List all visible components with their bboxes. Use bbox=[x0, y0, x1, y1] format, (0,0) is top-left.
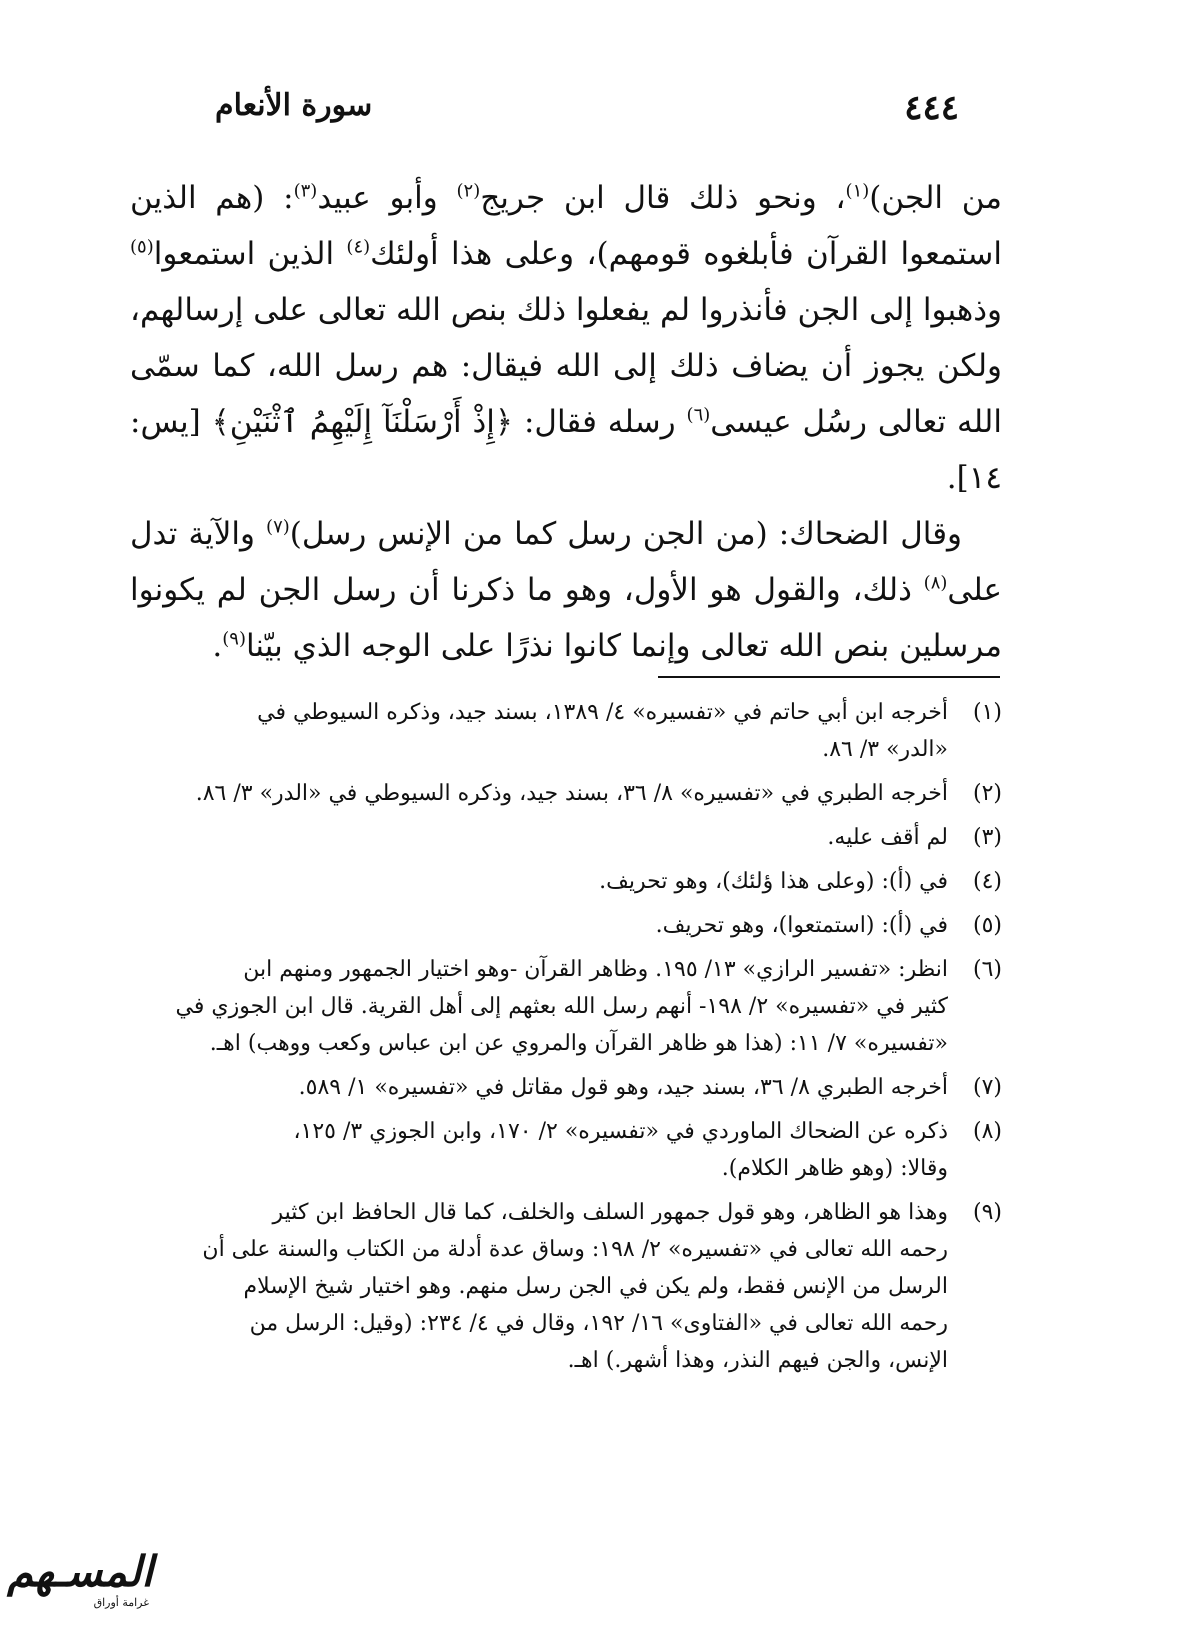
text-segment: الذين استمعوا bbox=[153, 236, 347, 272]
footnote-ref: (١) bbox=[845, 180, 870, 202]
footnote-number: (٣) bbox=[972, 825, 1002, 850]
stamp-caption: غرامة أوراق bbox=[93, 1596, 149, 1609]
footnote-ref: (٢) bbox=[456, 180, 481, 202]
footnote-line: في (أ): (وعلى هذا ؤلئك)، وهو تحريف. bbox=[599, 869, 948, 894]
footnote-ref: (٩) bbox=[222, 628, 246, 650]
footnote-number: (٤) bbox=[972, 869, 1002, 894]
text-segment: والآية تدل على bbox=[130, 516, 1002, 608]
footnote bbox=[130, 863, 1002, 900]
footnote-line: رحمه الله تعالى في «تفسيره» ٢/ ١٩٨: وساق عدة أدلة من الكتاب والسنة على أن bbox=[202, 1237, 948, 1262]
footnote bbox=[130, 907, 1002, 944]
main-text bbox=[130, 170, 1002, 674]
footnote bbox=[130, 694, 1002, 768]
footnotes bbox=[130, 694, 1002, 1386]
footnote-divider bbox=[658, 676, 1000, 678]
footnote-ref: (٤) bbox=[346, 236, 371, 258]
text-segment: . bbox=[212, 628, 223, 664]
footnote-line: ذكره عن الضحاك الماوردي في «تفسيره» ٢/ ١٧٠، وابن الجوزي ٣/ ١٢٥، bbox=[293, 1119, 948, 1144]
footnote-line: وهذا هو الظاهر، وهو قول جمهور السلف والخلف، كما قال الحافظ ابن كثير bbox=[272, 1200, 948, 1225]
footnote-line: انظر: «تفسير الرازي» ١٣/ ١٩٥. وظاهر القرآن -وهو اختيار الجمهور ومنهم ابن bbox=[243, 957, 948, 982]
text-segment: وقال الضحاك: (من الجن رسل كما من الإنس رسل) bbox=[289, 516, 962, 552]
footnote-line: أخرجه الطبري في «تفسيره» ٨/ ٣٦، بسند جيد، وذكره السيوطي في «الدر» ٣/ ٨٦. bbox=[195, 781, 948, 806]
text-segment: ذلك، والقول هو الأول، وهو ما ذكرنا أن رسل الجن لم يكونوا مرسلين بنص الله تعالى وإنما كانوا نذرًا على الوجه الذي بيّنا bbox=[130, 572, 1002, 664]
library-stamp bbox=[7, 1547, 153, 1618]
footnote-ref: (٧) bbox=[266, 516, 290, 538]
footnote-line: رحمه الله تعالى في «الفتاوى» ١٦/ ١٩٢، وقال في ٤/ ٢٣٤: (وقيل: الرسل من bbox=[249, 1311, 948, 1336]
footnote bbox=[130, 1069, 1002, 1106]
footnote-line: أخرجه الطبري ٨/ ٣٦، بسند جيد، وهو قول مقاتل في «تفسيره» ١/ ٥٨٩. bbox=[298, 1075, 948, 1100]
footnote-line: أخرجه ابن أبي حاتم في «تفسيره» ٤/ ١٣٨٩، بسند جيد، وذكره السيوطي في bbox=[257, 700, 948, 725]
footnote-number: (٢) bbox=[972, 781, 1002, 806]
quran-quote: رسله فقال: ﴿إِذْ أَرْسَلْنَآ إِلَيْهِمُ ٱثْنَيْنِ﴾ [يس: ١٤]. bbox=[130, 404, 1002, 496]
footnote-line: «تفسيره» ٧/ ١١: (هذا هو ظاهر القرآن والمروي عن ابن عباس وكعب ووهب) اهـ. bbox=[209, 1031, 948, 1056]
paragraph bbox=[130, 506, 1002, 674]
footnote-line: في (أ): (استمتعوا)، وهو تحريف. bbox=[655, 913, 948, 938]
footnote-ref: (٨) bbox=[923, 572, 948, 594]
page-header bbox=[215, 88, 959, 138]
footnote-line: الإنس، والجن فيهم النذر، وهذا أشهر.) اهـ. bbox=[567, 1348, 948, 1373]
footnote-number: (٥) bbox=[972, 913, 1002, 938]
footnote bbox=[130, 819, 1002, 856]
footnote bbox=[130, 1194, 1002, 1379]
text-segment: : (هم الذين استمعوا القرآن فأبلغوه قومهم)، وعلى هذا أولئك bbox=[130, 180, 1002, 272]
footnote-number: (٩) bbox=[972, 1200, 1002, 1225]
footnote-number: (١) bbox=[972, 700, 1002, 725]
footnote-line: الرسل من الإنس فقط، ولم يكن في الجن رسل منهم. وهو اختيار شيخ الإسلام bbox=[243, 1274, 948, 1299]
page-number: ٤٤٤ bbox=[904, 88, 959, 128]
footnote-ref: (٣) bbox=[293, 180, 318, 202]
footnote-ref: (٦) bbox=[686, 404, 711, 426]
text-segment: من الجن) bbox=[869, 180, 1002, 216]
footnote-ref: (٥) bbox=[130, 236, 154, 258]
footnote-number: (٧) bbox=[972, 1075, 1002, 1100]
footnote-number: (٦) bbox=[972, 957, 1002, 982]
surah-title: سورة الأنعام bbox=[215, 88, 373, 123]
text-segment: ، ونحو ذلك قال ابن جريج bbox=[480, 180, 846, 216]
footnote bbox=[130, 951, 1002, 1062]
footnote-number: (٨) bbox=[972, 1119, 1002, 1144]
text-segment: وأبو عبيد bbox=[317, 180, 457, 216]
footnote-line: كثير في «تفسيره» ٢/ ١٩٨- أنهم رسل الله بعثهم إلى أهل القرية. قال ابن الجوزي في bbox=[175, 994, 948, 1019]
footnote-line: وقالا: (وهو ظاهر الكلام). bbox=[721, 1156, 948, 1181]
stamp-logo: المسـهم bbox=[7, 1547, 153, 1596]
footnote-line: لم أقف عليه. bbox=[827, 825, 948, 850]
paragraph bbox=[130, 170, 1002, 506]
footnote bbox=[130, 775, 1002, 812]
text-segment: وذهبوا إلى الجن فأنذروا لم يفعلوا ذلك بنص الله تعالى على إرسالهم، ولكن يجوز أن يضاف ذلك إلى الله فيقال: هم رسل الله، كما سمّى الله تعالى رسُل عيسى bbox=[130, 292, 1002, 440]
footnote-line: «الدر» ٣/ ٨٦. bbox=[822, 737, 948, 762]
footnote bbox=[130, 1113, 1002, 1187]
